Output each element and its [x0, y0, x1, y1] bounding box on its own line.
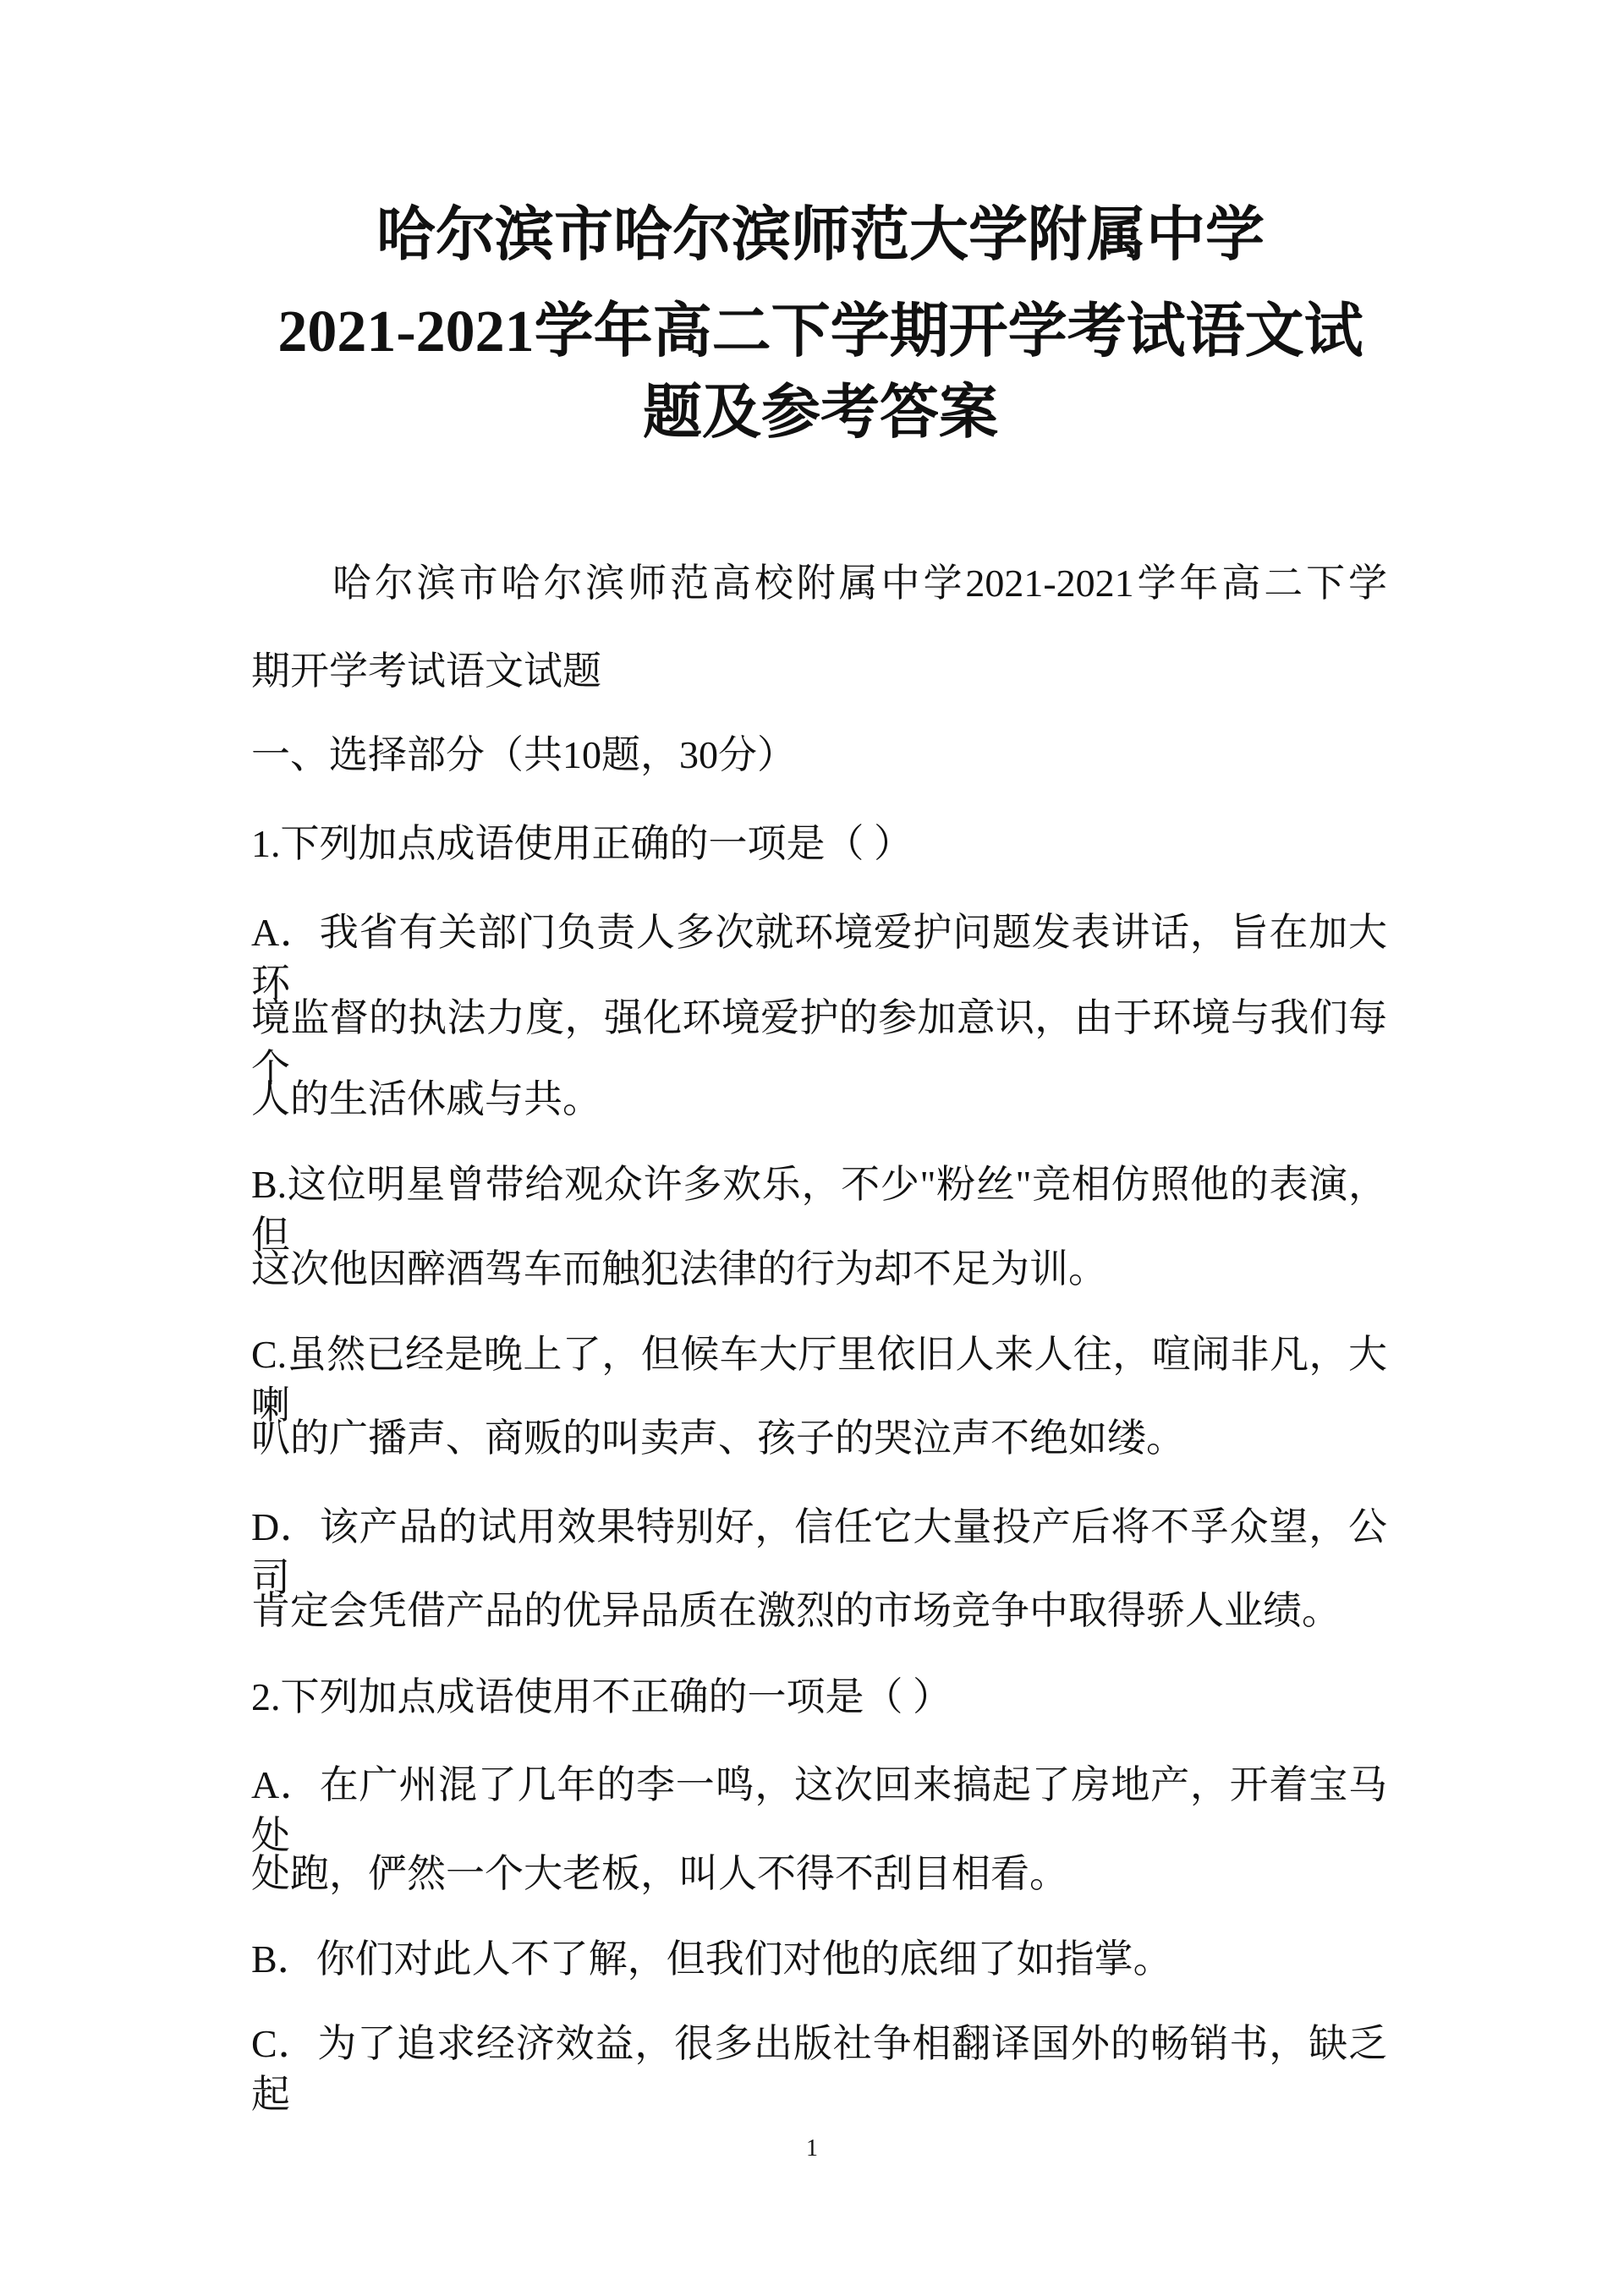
option-line: 处跑，俨然一个大老板，叫人不得不刮目相看。: [251, 1852, 1068, 1895]
subtitle-line: 哈尔滨市哈尔滨师范高校附属中学2021-2021学年高二下学: [332, 562, 1387, 605]
option-line: 肯定会凭借产品的优异品质在激烈的市场竞争中取得骄人业绩。: [251, 1589, 1341, 1632]
option-line: C.虽然已经是晚上了，但候车大厅里依旧人来人往，喧闹非凡，大喇: [251, 1333, 1387, 1427]
option-line: A．我省有关部门负责人多次就环境爱护问题发表讲话，旨在加大环: [251, 911, 1387, 1005]
option-line: 叭的广播声、商贩的叫卖声、孩子的哭泣声不绝如缕。: [251, 1417, 1185, 1460]
option-line: 境监督的执法力度，强化环境爱护的参加意识，由于环境与我们每个: [251, 996, 1387, 1090]
title-line-2: 2021-2021学年高二下学期开学考试语文试: [277, 299, 1363, 364]
subtitle-line: 期开学考试语文试题: [251, 649, 601, 693]
option-line: A．在广州混了几年的李一鸣，这次回来搞起了房地产，开着宝马处: [251, 1763, 1387, 1857]
option-line: B.这位明星曾带给观众许多欢乐，不少"粉丝"竞相仿照他的表演，但: [251, 1163, 1387, 1257]
title-line-1: 哈尔滨市哈尔滨师范大学附属中学: [376, 203, 1265, 268]
option-line: 这次他因醉酒驾车而触犯法律的行为却不足为训。: [251, 1247, 1107, 1290]
title-line-3: 题及参考答案: [643, 381, 998, 446]
option-line: C．为了追求经济效益，很多出版社争相翻译国外的畅销书，缺乏起: [251, 2022, 1387, 2116]
page-number: 1: [806, 2135, 818, 2162]
question-stem: 2.下列加点成语使用不正确的一项是（ ）: [251, 1675, 952, 1718]
option-line: B．你们对此人不了解，但我们对他的底细了如指掌。: [251, 1937, 1172, 1981]
option-line: D．该产品的试用效果特别好，信任它大量投产后将不孚众望，公司: [251, 1505, 1387, 1599]
option-line: 人的生活休戚与共。: [251, 1077, 601, 1121]
section-heading: 一、选择部分（共10题，30分）: [251, 733, 796, 776]
question-stem: 1.下列加点成语使用正确的一项是（ ）: [251, 822, 913, 865]
